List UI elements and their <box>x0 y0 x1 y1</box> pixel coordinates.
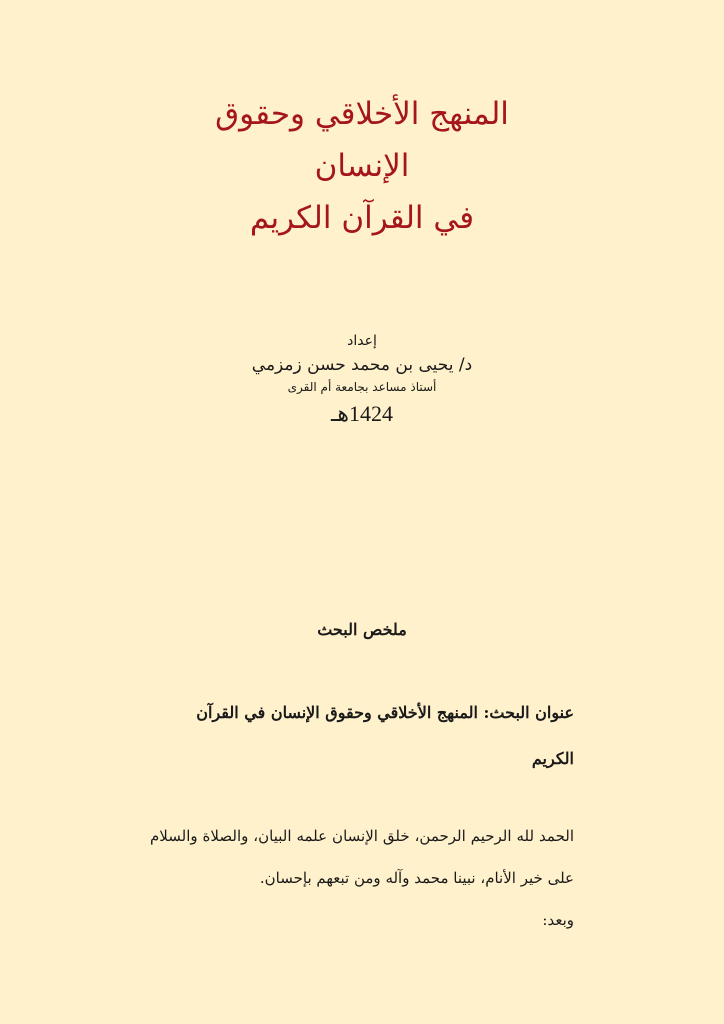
body-paragraph: وبعد: <box>542 911 574 929</box>
author-name: د/ يحيى بن محمد حسن زمزمي <box>251 355 473 375</box>
title-line-3: في القرآن الكريم <box>249 200 475 236</box>
publication-year: 1424هـ <box>330 401 394 426</box>
prepared-by-label: إعداد <box>347 333 377 349</box>
body-text <box>150 815 574 941</box>
author-affiliation: أستاذ مساعد بجامعة أم القرى <box>287 380 437 394</box>
document-title <box>0 88 724 244</box>
author-block <box>0 330 724 432</box>
title-line-1: المنهج الأخلاقي وحقوق <box>215 96 509 132</box>
summary-heading: ملخص البحث <box>317 620 407 639</box>
body-paragraph: الحمد لله الرحيم الرحمن، خلق الإنسان علمه البيان، والصلاة والسلام على خير الأنام، نبينا محمد وآله ومن تبعهم بإحسان. <box>150 827 574 887</box>
title-line-2: الإنسان <box>314 148 410 184</box>
research-title: عنوان البحث: المنهج الأخلاقي وحقوق الإنسان في القرآن الكريم <box>196 703 574 768</box>
